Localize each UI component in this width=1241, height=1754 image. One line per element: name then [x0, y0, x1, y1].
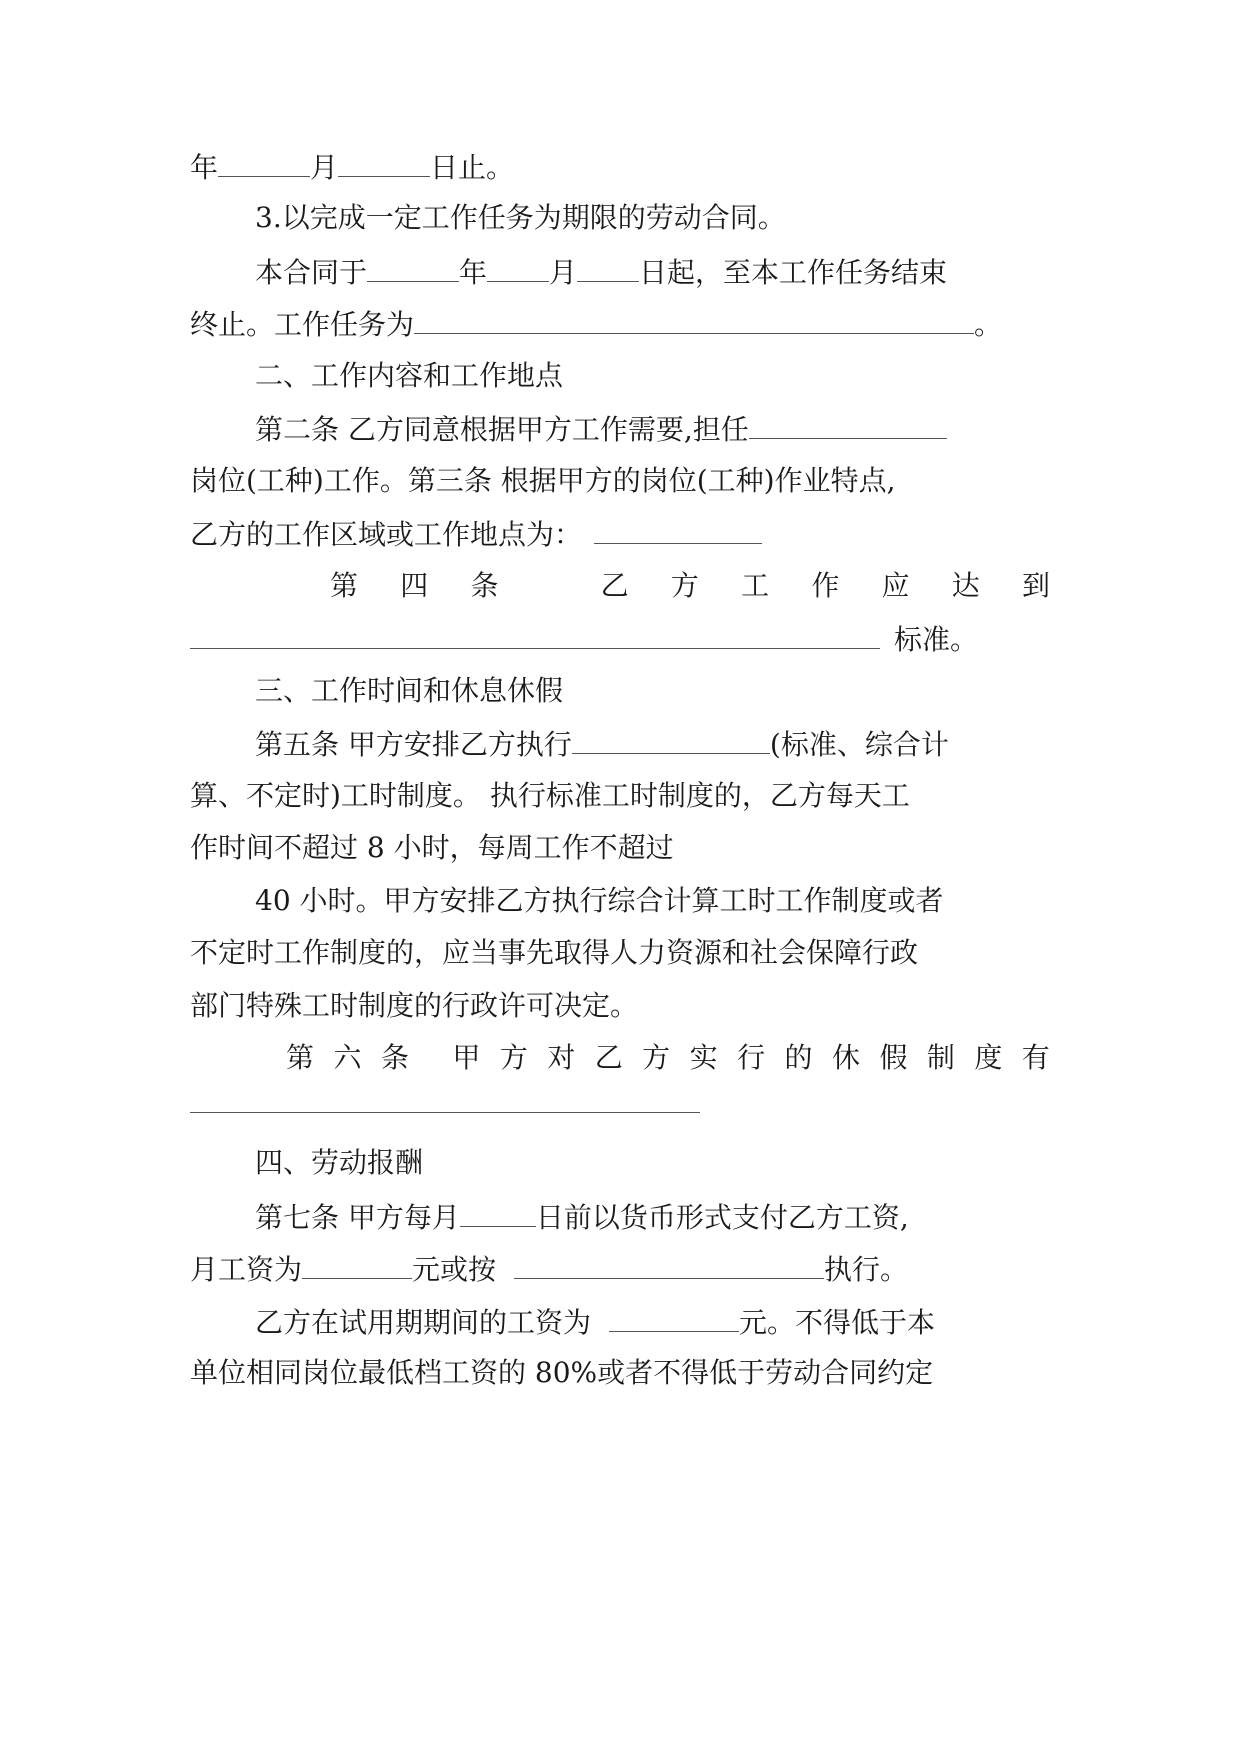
text: 乙方在试用期期间的工资为	[255, 1306, 592, 1339]
char: 对	[547, 1041, 576, 1074]
char: 作	[811, 569, 840, 602]
text: 。	[974, 308, 1003, 341]
text: 元或按	[412, 1253, 497, 1286]
article-2	[255, 408, 1050, 450]
text: 日止。	[430, 151, 515, 184]
blank-field	[594, 513, 762, 544]
line-task	[190, 303, 1050, 345]
paragraph-line: 部门特殊工时制度的行政许可决定。	[190, 989, 639, 1022]
article-7	[255, 1196, 1050, 1238]
paragraph-line: 单位相同岗位最低档工资的 80%或者不得低于劳动合同约定	[190, 1356, 934, 1389]
text: 标准。	[894, 623, 979, 656]
blank-field	[749, 408, 947, 439]
text: 执行。	[824, 1253, 909, 1286]
char: 六	[333, 1041, 362, 1074]
blank-field	[460, 1196, 536, 1227]
text: (标准、综合计	[769, 728, 949, 761]
text: 第七条 甲方每月	[255, 1201, 460, 1234]
text: 月	[549, 256, 578, 289]
blank-field	[572, 723, 770, 754]
line-start-date	[255, 251, 1050, 293]
char: 乙	[594, 1041, 623, 1074]
text: 日起，至本工作任务结束	[639, 256, 948, 289]
text: 第五条 甲方安排乙方执行	[255, 728, 572, 761]
char: 有	[1021, 1041, 1050, 1074]
char: 条	[470, 569, 499, 602]
text: 日前以货币形式支付乙方工资,	[535, 1201, 909, 1234]
blank-field	[609, 1301, 739, 1332]
standard-line	[190, 618, 1050, 660]
char: 工	[741, 569, 770, 602]
char: 实	[689, 1041, 718, 1074]
char: 第	[286, 1041, 315, 1074]
blank-field	[302, 1248, 412, 1279]
text: 乙方的工作区域或工作地点为：	[190, 518, 583, 551]
blank-field	[190, 1112, 700, 1113]
blank-field	[514, 1248, 824, 1279]
char: 休	[831, 1041, 860, 1074]
blank-field	[414, 303, 974, 334]
char: 乙	[600, 569, 629, 602]
text: 第二条 乙方同意根据甲方工作需要,担任	[255, 413, 749, 446]
blank-field	[487, 251, 549, 282]
char: 第	[330, 569, 359, 602]
text: 本合同于	[255, 256, 368, 289]
article-3-line: 岗位(工种)工作。第三条 根据甲方的岗位(工种)作业特点,	[190, 464, 896, 497]
char: 制	[926, 1041, 955, 1074]
section-heading-2: 二、工作内容和工作地点	[255, 359, 564, 392]
char: 条	[380, 1041, 409, 1074]
section-heading-4: 四、劳动报酬	[255, 1146, 424, 1179]
article-4	[330, 566, 1050, 606]
char: 的	[784, 1041, 813, 1074]
text: 月	[310, 151, 339, 184]
char: 四	[400, 569, 429, 602]
char: 行	[737, 1041, 766, 1074]
probation-wage-line	[255, 1301, 1050, 1343]
article-6	[286, 1038, 1050, 1078]
text: 年	[459, 256, 488, 289]
paragraph-line: 不定时工作制度的，应当事先取得人力资源和社会保障行政	[190, 936, 919, 969]
work-location-line	[190, 513, 1050, 555]
text: 年	[190, 151, 219, 184]
paragraph-line: 算、不定时)工时制度。 执行标准工时制度的，乙方每天工	[190, 779, 910, 812]
blank-field	[367, 251, 459, 282]
paragraph-line: 40 小时。甲方安排乙方执行综合计算工时工作制度或者	[255, 884, 944, 917]
char: 到	[1021, 569, 1050, 602]
char: 达	[951, 569, 980, 602]
blank-field	[338, 146, 430, 177]
section-heading-3: 三、工作时间和休息休假	[255, 674, 564, 707]
blank-field	[190, 618, 880, 649]
char: 方	[499, 1041, 528, 1074]
blank-field	[577, 251, 639, 282]
monthly-wage-line	[190, 1248, 1050, 1290]
char: 甲	[452, 1041, 481, 1074]
article-5	[255, 723, 1050, 765]
paragraph-line: 作时间不超过 8 小时，每周工作不超过	[190, 831, 674, 864]
char: 度	[974, 1041, 1003, 1074]
char: 方	[670, 569, 699, 602]
text: 月工资为	[190, 1253, 303, 1286]
clause-3-heading: 3.以完成一定工作任务为期限的劳动合同。	[255, 201, 786, 234]
blank-field	[218, 146, 310, 177]
char: 方	[642, 1041, 671, 1074]
line-date-end	[190, 146, 1050, 188]
text: 终止。工作任务为	[190, 308, 415, 341]
text: 元。不得低于本	[739, 1306, 936, 1339]
char: 假	[879, 1041, 908, 1074]
char: 应	[881, 569, 910, 602]
